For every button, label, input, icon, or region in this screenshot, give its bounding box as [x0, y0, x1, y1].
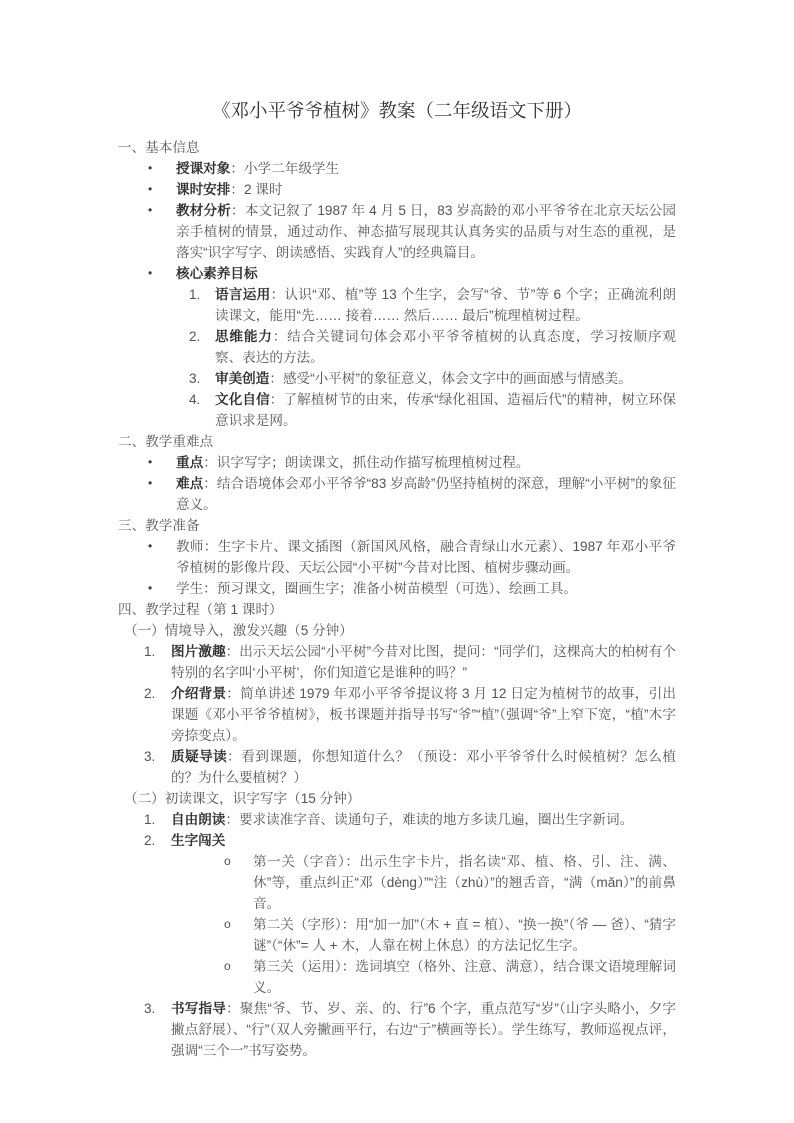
list-item — [118, 200, 676, 263]
item-text: 2 课时 — [243, 182, 283, 197]
item-label: 思维能力 — [215, 329, 273, 344]
list-number: 4. — [189, 392, 201, 407]
item-text: 出示天坛公园“小平树”今昔对比图，提问：“同学们，这棵高大的柏树有个特别的名字叫‘小平树’，你们知道它是谁种的吗？” — [171, 644, 677, 680]
subsection-heading-1: （一）情境导入，激发兴趣（5 分钟） — [124, 623, 353, 638]
round-item — [118, 851, 676, 914]
list-number: 1. — [144, 644, 156, 659]
item-text: 结合语境体会邓小平爷爷“83 岁高龄”仍坚持植树的深意，理解“小平树”的象征意义。 — [176, 476, 676, 512]
subsection-heading-2: （二）初读课文，识字写字（15 分钟） — [124, 791, 361, 806]
circle-bullet-icon: o — [224, 917, 231, 931]
list-number: 1. — [189, 287, 201, 302]
list-number: 1. — [144, 812, 156, 827]
item-label: 介绍背景 — [171, 686, 227, 701]
section-heading-1: 一、基本信息 — [118, 140, 200, 155]
item-label: 生字闯关 — [171, 833, 226, 848]
item-label: 难点 — [176, 476, 204, 491]
item-label: 质疑导读 — [171, 749, 228, 764]
goal-item — [118, 326, 676, 368]
list-number: 2. — [144, 686, 156, 701]
item-text: 第二关（字形）：用“加一加”（木 + 直 = 植）、“换一换”（爷 — 爸）、“猜字谜”（“休”= 人 + 木，人靠在树上休息）的方法记忆生字。 — [253, 917, 676, 953]
list-item — [118, 473, 676, 515]
item-text: 聚焦“爷、节、岁、亲、的、行”6 个字，重点范写“岁”（山字头略小，夕字撇点舒展）、“行”（双人旁撇画平行，右边“亍”横画等长）。学生练写，教师巡视点评，强调“三个一”书写姿势。 — [171, 1001, 677, 1058]
list-number: 3. — [144, 1001, 156, 1016]
bullet-icon: • — [148, 476, 153, 490]
item-label: 书写指导 — [171, 1001, 227, 1016]
item-text: 教师：生字卡片、课文插图（新国风风格，融合青绿山水元素）、1987 年邓小平爷爷植树的影像片段、天坛公园“小平树”今昔对比图、植树步骤动画。 — [176, 539, 676, 575]
bullet-icon: • — [148, 581, 153, 595]
bullet-icon: • — [148, 161, 153, 175]
step-item — [118, 641, 676, 683]
colon: ： — [230, 161, 244, 176]
bullet-icon: • — [148, 455, 153, 469]
item-label: 重点 — [176, 455, 204, 470]
page-title: 《邓小平爷爷植树》教案（二年级语文下册） — [211, 100, 582, 121]
step-item — [118, 683, 676, 746]
colon: ： — [272, 329, 288, 344]
step-item — [118, 830, 676, 851]
colon: ： — [203, 455, 217, 470]
colon: ： — [225, 812, 239, 827]
list-item — [118, 158, 676, 179]
colon: ： — [227, 749, 242, 764]
item-text: 小学二年级学生 — [243, 161, 340, 176]
item-label: 图片激趣 — [171, 644, 226, 659]
step-item — [118, 998, 676, 1061]
item-label: 审美创造 — [215, 371, 270, 386]
goal-item — [118, 368, 676, 389]
list-number: 2. — [189, 329, 201, 344]
step-item — [118, 746, 676, 788]
colon: ： — [226, 1001, 240, 1016]
list-item — [118, 578, 676, 599]
colon: ： — [226, 686, 241, 701]
colon: ： — [270, 287, 285, 302]
list-number: 3. — [189, 371, 201, 386]
colon: ： — [269, 392, 284, 407]
bullet-icon: • — [148, 266, 153, 280]
bullet-icon: • — [148, 539, 153, 553]
list-item — [118, 179, 676, 200]
section-heading-2: 二、教学重难点 — [118, 434, 214, 449]
item-text: 感受“小平树”的象征意义，体会文字中的画面感与情感美。 — [282, 371, 632, 386]
colon: ： — [230, 182, 244, 197]
section-heading-3: 三、教学准备 — [118, 518, 200, 533]
goal-item — [118, 389, 676, 431]
round-item — [118, 914, 676, 956]
circle-bullet-icon: o — [224, 854, 231, 868]
list-item — [118, 452, 676, 473]
list-number: 3. — [144, 749, 156, 764]
item-label: 核心素养目标 — [176, 266, 258, 281]
item-text: 识字写字；朗读课文，抓住动作描写梳理植树过程。 — [216, 455, 530, 470]
round-item — [118, 956, 676, 998]
item-text: 学生：预习课文，圈画生字；准备小树苗模型（可选）、绘画工具。 — [176, 581, 578, 596]
bullet-icon: • — [148, 203, 153, 217]
list-item — [118, 536, 676, 578]
bullet-icon: • — [148, 182, 153, 196]
list-item — [118, 263, 676, 284]
item-text: 要求读准字音、读通句子，难读的地方多读几遍，圈出生字新词。 — [238, 812, 634, 827]
colon: ： — [269, 371, 283, 386]
goal-item — [118, 284, 676, 326]
item-text: 第三关（运用）：选词填空（格外、注意、满意），结合课文语境理解词义。 — [253, 959, 676, 995]
step-item — [118, 809, 676, 830]
item-label: 授课对象 — [176, 161, 231, 176]
item-text: 本文记叙了 1987 年 4 月 5 日，83 岁高龄的邓小平爷爷在北京天坛公园亲手植树的情景，通过动作、神态描写展现其认真务实的品质与对生态的重视，是落实“识字写字、朗读感悟、实践育人”的经典篇目。 — [176, 203, 677, 260]
colon: ： — [230, 203, 245, 218]
item-label: 文化自信 — [215, 392, 270, 407]
circle-bullet-icon: o — [224, 959, 231, 973]
item-label: 语言运用 — [215, 287, 271, 302]
item-label: 教材分析 — [176, 203, 231, 218]
colon: ： — [203, 476, 217, 491]
item-label: 自由朗读 — [171, 812, 226, 827]
item-text: 结合关键词句体会邓小平爷爷植树的认真态度，学习按顺序观察、表达的方法。 — [215, 329, 677, 365]
list-number: 2. — [144, 833, 156, 848]
item-text: 第一关（字音）：出示生字卡片，指名读“邓、植、格、引、注、满、休”等，重点纠正“邓（dèng）”“注（zhù）”的翘舌音，“满（mǎn）”的前鼻音。 — [253, 854, 676, 911]
section-heading-4: 四、教学过程（第 1 课时） — [118, 602, 283, 617]
item-text: 了解植树节的由来，传承“绿化祖国、造福后代”的精神，树立环保意识求是网。 — [215, 392, 677, 428]
item-text: 看到课题，你想知道什么？（预设：邓小平爷爷什么时候植树？怎么植的？为什么要植树？） — [171, 749, 677, 785]
colon: ： — [225, 644, 240, 659]
item-text: 认识“邓、植”等 13 个生字，会写“爷、节”等 6 个字；正确流利朗读课文，能用“先…… 接着…… 然后…… 最后”梳理植树过程。 — [215, 287, 677, 323]
item-text: 简单讲述 1979 年邓小平爷爷提议将 3 月 12 日定为植树节的故事，引出课题《邓小平爷爷植树》，板书课题并指导书写“爷”“植”（强调“爷”上窄下宽，“植”木字旁捺变点）。 — [171, 686, 677, 743]
item-label: 课时安排 — [176, 182, 231, 197]
